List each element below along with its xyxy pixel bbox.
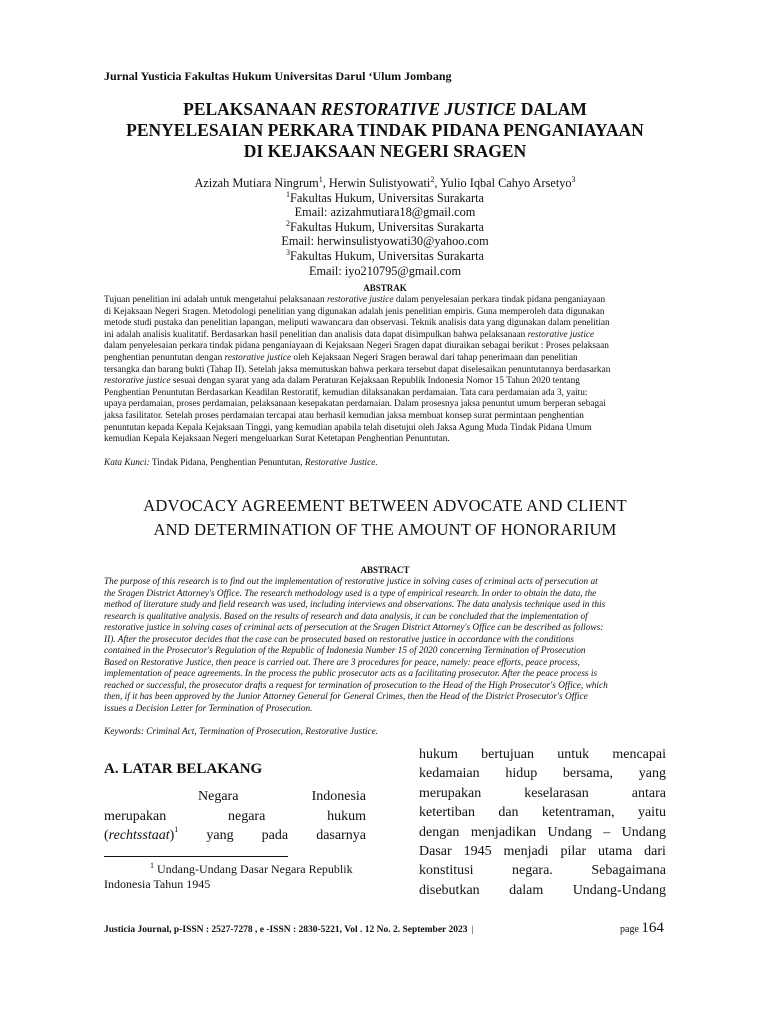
- abstract-line: The purpose of this research is to find out the implementation of restorative justice in solving cases of criminal acts of persecution at: [104, 577, 598, 587]
- right-line: [419, 881, 666, 900]
- abstrak-line: dalam penyelesaian perkara tindak pidana penganiayaan di Kejaksaan Negeri Sragen dapat diuraikan sebagai berikut : Proses pelaksaan: [104, 341, 609, 352]
- word: 1945: [463, 844, 492, 860]
- kata-kunci-text: Tindak Pidana, Penghentian Penuntutan,: [149, 458, 305, 468]
- footnote-line-1: [104, 862, 374, 877]
- email-3: Email: iyo210795@gmail.com: [308, 263, 462, 278]
- word: yaitu: [637, 805, 666, 821]
- word: Undang: [547, 824, 592, 840]
- page-label: page: [620, 924, 642, 935]
- rechtsstaat-term: [104, 826, 178, 846]
- affiliation-1-sup: 1: [286, 189, 290, 199]
- word: Negara: [198, 789, 239, 804]
- word: utama: [598, 844, 633, 860]
- word: negara: [228, 808, 266, 824]
- word: dasarnya: [316, 828, 366, 844]
- word: Indonesia: [311, 789, 366, 804]
- rechtsstaat-italic: rechtsstaat: [108, 828, 170, 844]
- word: ketentraman,: [541, 805, 615, 821]
- right-line: [419, 823, 666, 842]
- abstrak-text: sesuai dengan syarat yang ada dalam Peraturan Kejaksaan Republik Indonesia Nomor 15 Tahun 2020 tentang: [170, 376, 580, 387]
- paren-open: (: [104, 828, 109, 844]
- author-3: , Yulio Iqbal Cahyo Arsetyo: [434, 176, 572, 190]
- word: Sebagaimana: [591, 863, 666, 879]
- abstrak-italic: restorative justice: [326, 295, 394, 305]
- paper-title: [80, 99, 690, 162]
- footnote-sup: 1: [150, 861, 154, 870]
- word: merupakan: [419, 785, 482, 801]
- affiliation-2-sup: 2: [286, 218, 290, 228]
- right-line: [419, 764, 666, 783]
- title-line-1-italic: RESTORATIVE JUSTICE: [320, 99, 517, 119]
- abstrak-italic: restorative justice: [527, 329, 595, 340]
- word: mencapai: [612, 747, 666, 762]
- english-title-line-2: AND DETERMINATION OF THE AMOUNT OF HONORARIUM: [153, 520, 617, 539]
- abstrak-line: upaya perdamaian, proses perdamaian, pelaksanaan kesepakatan perdamaian. Dalam prosesnya jaksa penuntut umum berperan sebagai: [104, 399, 606, 410]
- affiliation-2: [80, 220, 690, 235]
- page-number-value: 164: [641, 920, 664, 936]
- journal-header: Jurnal Yusticia Fakultas Hukum Universitas Darul ‘Ulum Jombang: [104, 69, 452, 83]
- left-line-2: [104, 807, 366, 827]
- abstrak-line: penuntutan kepada Kepala Kejaksaan Tinggi, yang kemudian apabila telah disetujui oleh Jaksa Agung Muda Tindak Pidana Umum: [104, 422, 592, 433]
- word: kedamaian: [419, 766, 480, 782]
- abstract-line: then, if it has been approved by the Junior Attorney General for General Crimes, then the Head of the District Prosecutor's Office: [104, 692, 588, 703]
- word: yang: [206, 828, 234, 844]
- right-line: [419, 803, 666, 822]
- word: pada: [261, 828, 289, 844]
- abstract-line: restorative justice in solving cases of criminal acts of persecution at the Sragen District Attorney's Office can be described as follows:: [104, 623, 604, 634]
- kata-kunci-italic: Restorative Justice.: [304, 458, 378, 468]
- word: dan: [498, 805, 519, 821]
- abstract-line: method of literature study and field research was used, including interviews and observations. The data analysis technique used in this: [104, 600, 606, 611]
- word: negara.: [512, 863, 553, 879]
- abstrak-line: metode studi pustaka dan penelitian lapangan, meliputi wawancara dan observasi. Teknik analisis data yang digunakan dalam penelitian: [104, 318, 610, 329]
- affiliation-3-sup: 3: [286, 247, 290, 257]
- right-line: [419, 842, 666, 861]
- abstrak-heading: ABSTRAK: [363, 283, 407, 293]
- word: antara: [631, 785, 666, 801]
- left-line-3: [104, 826, 366, 846]
- word: hidup: [505, 766, 538, 782]
- section-heading: A. LATAR BELAKANG: [104, 761, 263, 777]
- abstrak-italic: restorative justice: [224, 352, 292, 363]
- word: dengan: [419, 824, 460, 840]
- word: bertujuan: [481, 747, 534, 762]
- abstract-line: implementation of peace agreements. In the process the public prosecutor acts as a facilitating prosecutor. After the peace process is: [104, 669, 598, 680]
- english-title-line-1: ADVOCACY AGREEMENT BETWEEN ADVOCATE AND CLIENT: [143, 496, 627, 515]
- left-line-1: [104, 787, 366, 807]
- word: Undang-Undang: [572, 882, 666, 898]
- word: menjadikan: [470, 824, 537, 840]
- footnote-divider: [104, 856, 288, 857]
- author-1: Azizah Mutiara Ningrum: [194, 176, 319, 190]
- abstract-line: II). After the prosecutor decides that the case can be prosecuted based on restorative justice in accordance with the conditions: [104, 634, 574, 645]
- word: hukum: [419, 747, 458, 762]
- abstrak-text: Tujuan penelitian ini adalah untuk mengetahui pelaksanaan: [104, 295, 327, 305]
- footnote: [104, 862, 374, 892]
- abstrak-line: [104, 330, 666, 342]
- abstract-heading: ABSTRACT: [360, 565, 410, 575]
- word: untuk: [557, 747, 590, 762]
- author-3-sup: 3: [571, 175, 576, 184]
- abstrak-text: oleh Kejaksaan Negeri Sragen berawal dari tahap penerimaan dan penelitian: [291, 352, 578, 363]
- abstrak-line: Penghentian Penuntutan Berdasarkan Keadilan Restoratif, kemudian dilaksanakan perdamaian. Tata cara perdamaian ada 3, yaitu:: [104, 387, 588, 398]
- word: Dasar: [419, 844, 452, 860]
- paren-close: ): [169, 828, 175, 844]
- word: konstitusi: [419, 863, 474, 879]
- abstrak-line: di Kejaksaan Negeri Sragen. Metodologi penelitian yang digunakan adalah jenis penelitian empiris. Guna memperoleh data digunakan: [104, 306, 605, 317]
- title-line-2: PENYELESAIAN PERKARA TINDAK PIDANA PENGANIAYAAN: [126, 120, 644, 140]
- word: merupakan: [104, 808, 167, 824]
- abstract-line: Based on Restorative Justice, then peace is carried out. There are 3 procedures for peace, namely: peace efforts, peace process,: [104, 657, 580, 668]
- footnote-text: Undang-Undang Dasar Negara Republik: [154, 862, 353, 876]
- abstrak-text: dalam penyelesaian perkara tindak pidana penganiayaan: [393, 295, 606, 305]
- word: keselarasan: [524, 785, 589, 801]
- kata-kunci-label: Kata Kunci:: [104, 458, 150, 468]
- page-footer: [104, 925, 473, 935]
- footnote-ref[interactable]: 1: [174, 825, 179, 835]
- word: pilar: [560, 844, 587, 860]
- email-1: Email: azizahmutiara18@gmail.com: [294, 205, 476, 220]
- word: dalam: [509, 882, 544, 898]
- word: –: [603, 824, 611, 840]
- author-1-sup: 1: [318, 175, 323, 184]
- abstract-line: contained in the Prosecutor's Regulation of the Republic of Indonesia Number 15 of 2020 concerning Termination of Prosecution: [104, 646, 586, 657]
- affiliation-3: [80, 249, 690, 264]
- title-line-1: [80, 99, 690, 120]
- authors-block: [80, 176, 690, 278]
- word: dari: [644, 844, 666, 860]
- footer-citation: Justicia Journal, p-ISSN : 2527-7278 , e -ISSN : 2830-5221, Vol . 12 No. 2. September 2023: [104, 925, 468, 935]
- affiliation-1-text: Fakultas Hukum, Universitas Surakarta: [290, 190, 484, 205]
- abstrak-italic: restorative justice: [104, 376, 171, 387]
- email-2: Email: herwinsulistyowati30@yahoo.com: [281, 234, 489, 249]
- left-column: [104, 787, 366, 846]
- abstract-line: issues a Decision Letter for Termination of Prosecution.: [104, 704, 313, 715]
- english-title: [80, 494, 690, 542]
- author-2-sup: 2: [430, 175, 435, 184]
- author-line: [80, 176, 690, 191]
- abstrak-line: jaksa fasilitator. Setelah proses perdamaian tercapai atau berhasil kemudian jaksa membuat konsep surat permintaan penghentian: [104, 410, 584, 421]
- title-line-1-pre: PELAKSANAAN: [183, 99, 321, 119]
- abstract-line: the Sragen District Attorney's Office. The research methodology used is a type of empirical research. In order to obtain the data, the: [104, 588, 597, 599]
- abstract-line: reached or successful, the prosecutor drafts a request for termination of prosecution to the Head of the High Prosecutor's Office, which: [104, 680, 608, 691]
- abstract-line: research is qualitative analysis. Based on the results of research and data analysis, it can be concluded that the implementation of: [104, 611, 588, 622]
- word: yang: [638, 766, 666, 782]
- abstrak-body: [104, 295, 666, 446]
- abstrak-line: kemudian Kepala Kejaksaan Negeri mengeluarkan Surat Ketetapan Penghentian Penuntutan.: [104, 434, 450, 445]
- affiliation-3-text: Fakultas Hukum, Universitas Surakarta: [290, 248, 484, 263]
- right-line: [419, 861, 666, 880]
- footnote-line-2: Indonesia Tahun 1945: [104, 877, 211, 891]
- page-number: [620, 919, 664, 937]
- kata-kunci: [104, 458, 378, 468]
- word: disebutkan: [419, 882, 480, 898]
- abstrak-line: [104, 376, 666, 388]
- affiliation-1: [80, 191, 690, 206]
- title-line-3: DI KEJAKSAAN NEGERI SRAGEN: [243, 141, 527, 161]
- word: Undang: [621, 824, 666, 840]
- keywords: Keywords: Criminal Act, Termination of Prosecution, Restorative Justice.: [104, 727, 379, 737]
- word: ketertiban: [419, 805, 475, 821]
- word: menjadi: [503, 844, 549, 860]
- word: bersama,: [562, 766, 614, 782]
- abstrak-line: tersangka dan barang bukti (Tahap II). Setelah jaksa memutuskan bahwa perkara tersebut dapat diselesaikan penuntutannya berdasarkan: [104, 364, 611, 375]
- abstrak-text: penghentian penuntutan dengan: [104, 352, 225, 363]
- right-line: [419, 784, 666, 803]
- footer-divider: |: [471, 925, 474, 935]
- right-line: [419, 745, 666, 764]
- author-2: , Herwin Sulistyowati: [322, 176, 431, 190]
- abstrak-line: [104, 353, 666, 365]
- word: hukum: [327, 808, 366, 824]
- abstrak-text: ini adalah analisis kualitatif. Berdasarkan hasil penelitian dan analisis data dapat disimpulkan bahwa pelaksanaan: [104, 329, 528, 340]
- abstract-body: [104, 577, 666, 716]
- affiliation-2-text: Fakultas Hukum, Universitas Surakarta: [290, 219, 484, 234]
- abstrak-line: [104, 295, 666, 307]
- right-column: [419, 745, 666, 900]
- title-line-1-post: DALAM: [516, 99, 587, 119]
